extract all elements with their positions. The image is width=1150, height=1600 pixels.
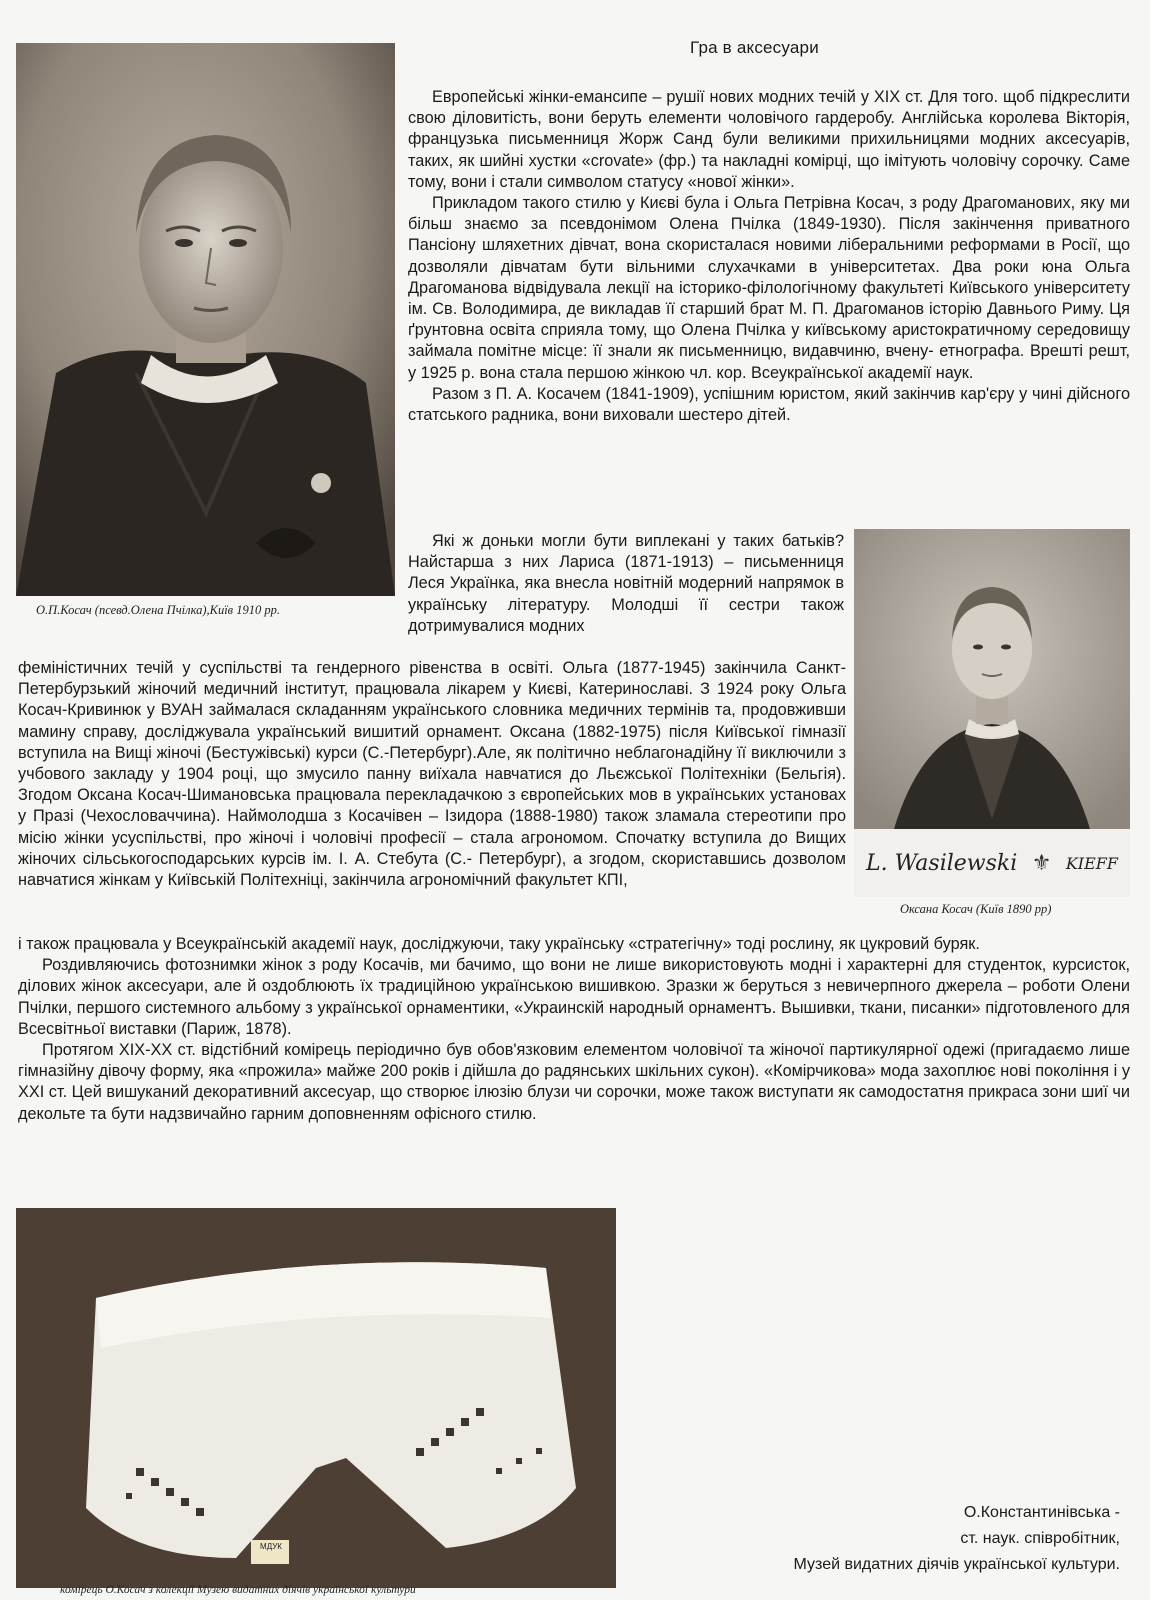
paragraph-4b: феміністичних течій у суспільстві та гендерного рівенства в освіті. Ольга (1877-1945) закінчила Санкт-Петербурзький жіночий медичний інститут, працювала лікарем у Києві, Катеринославі. З 1924 року Ольга Косач-Кривинюк у ВУАН займалася складанням українського словника медичних термінів та, продовживши мамину справу, досліджувала український вишитий орнамент. Оксана (1882-1975) після Київської гімназії вступила на Вищі жіночі (Бестужівські) курси (С.-Петербург).Але, як політично неблагонадійну її виключили з учбового закладу у 1904 році, що змусило панну виїхала навчатися до Льєжської Політехніки (Бельгія). Згодом Оксана Косач-Шимановська працювала перекладачкою з європейських мов в українських установах у Празі (Чехословаччина). Наймолодша з Косачівен – Ізидора (1888-1980) також зламала стереотипи про місію жінки усуспільстві, про жіночі і чоловічі професії – стала агрономом. Спочатку вступила до Вищих жіночих сільськогосподарських курсів ім. І. А. Стебута (С.- Петербург), а згодом, скориставшись дозволом навчатися жінкам у Київській Політехніці, закінчила агрономічний факультет КПІ, <box>18 659 846 890</box>
collar-image <box>16 1208 616 1588</box>
museum-tag: МДУК <box>260 1542 282 1551</box>
oksana-photo-caption: Оксана Косач (Київ 1890 рр) <box>900 902 1052 916</box>
collar-photo-caption: комірець О.Косач з колекції Музею видатних діячів української культури <box>60 1584 416 1596</box>
main-photo-caption: О.П.Косач (псевд.Олена Пчілка),Київ 1910 рр. <box>36 603 280 617</box>
studio-mark <box>854 829 1130 897</box>
paragraph-4a: Які ж доньки могли бути виплекані у таких батьків? Найстарша з них Лариса (1871-1913) – письменниця Леся Українка, яка внесла новітній модерний напрямок в українську літературу. Молодші її сестри також дотримувалися модних <box>408 532 844 635</box>
paragraph-4c: і також працювала у Всеукраїнській академії наук, досліджуючи, таку українську «стратегічну» тоді рослину, як цукровий буряк. <box>18 935 980 953</box>
author-signature <box>794 1500 1120 1578</box>
article-body-wide <box>18 934 1130 1125</box>
portrait-image <box>16 43 395 596</box>
portrait-photo-oksana-kosach <box>854 529 1130 897</box>
studio-city: KIEFF <box>1065 853 1118 873</box>
paragraph-5: Роздивляючись фотознимки жінок з роду Косачів, ми бачимо, що вони не лише використовують модні і характерні для студенток, курсисток, ділових жінок аксесуари, але й оздоблюють їх традиційною українською вишивкою. Зразки ж беруться з невичерпного джерела – роботи Олени Пчілки, першого системного альбому з української орнаментики, «Украинскій народный орнаментъ. Вышивки, ткани, писанки» підготовленого для Всесвітньої виставки (Париж, 1878). <box>18 956 1130 1038</box>
paragraph-6: Протягом ХІХ-ХХ ст. відстібний комірець періодично був обов'язковим елементом чоловічої та жіночої партикулярної одежі (пригадаємо лише гімназійну дівочу форму, яка «прожила» майже 200 років і дійшла до радянських шкільних сукон). «Комірчикова» мода захоплює нові покоління і у ХХІ ст. Цей вишуканий декоративний аксесуар, що створює ілюзію блузи чи сорочки, може також виступати як самодостатня прикраса зони шиї чи декольте та бути надзвичайно гарним доповненням офісного стилю. <box>18 1041 1130 1123</box>
collar-photo <box>16 1208 616 1588</box>
author-institution: Музей видатних діячів української культури. <box>793 1556 1120 1573</box>
author-title: ст. наук. співробітник, <box>960 1530 1120 1547</box>
paragraph-2: Прикладом такого стилю у Києві була і Ольга Петрівна Косач, з роду Драгоманових, яку ми більш знаємо за псевдонімом Олена Пчілка (1849-1930). Після закінчення приватного Пансіону шляхетних дівчат, вона скористалася новими ліберальними реформами в Росії, що дозволяли дівчатам бути вільними слухачками в університетах. Два роки юна Ольга Драгоманова відвідувала лекції на історико-філологічному факультеті Київського університету ім. Св. Володимира, де викладав її старший брат М. П. Драгоманов історію Давнього Риму. Ця ґрунтовна освіта сприяла тому, що Олена Пчілка у київському аристократичному середовищу займала помітне місце: її знали як письменницю, видавчиню, вчену- етнографа. Врешті решт, у 1925 р. вона стала першою жінкою чл. кор. Всеукраїнської академії наук. <box>408 194 1130 382</box>
paragraph-1: Европейські жінки-емансипе – рушії нових модних течій у ХІХ ст. Для того. щоб підкреслити свою діловитість, вони беруть елементи чоловічого гардеробу. Англійська королева Вікторія, французька письменниця Жорж Санд були великими прихильницями модних аксесуарів, таких, як шийні хустки «crovate» (фр.) та накладні комірці, що імітують чоловічу сорочку. Саме тому, вони і стали символом статусу «нової жінки». <box>408 88 1130 191</box>
article-body-top <box>408 87 1130 426</box>
crest-icon: ⚜ <box>1031 850 1052 875</box>
article-body-mid <box>408 531 844 637</box>
paragraph-3: Разом з П. А. Косачем (1841-1909), успішним юристом, який закінчив кар'єру у чині дійсного статського радника, вони виховали шестеро дітей. <box>408 384 1130 425</box>
portrait-photo-olena-pchilka <box>16 43 395 596</box>
author-name: О.Константинівська - <box>963 1504 1120 1521</box>
article-body-lower <box>18 658 846 891</box>
studio-name: L. Wasilewski <box>866 850 1018 876</box>
article-title: Гра в аксесуари <box>690 38 819 57</box>
